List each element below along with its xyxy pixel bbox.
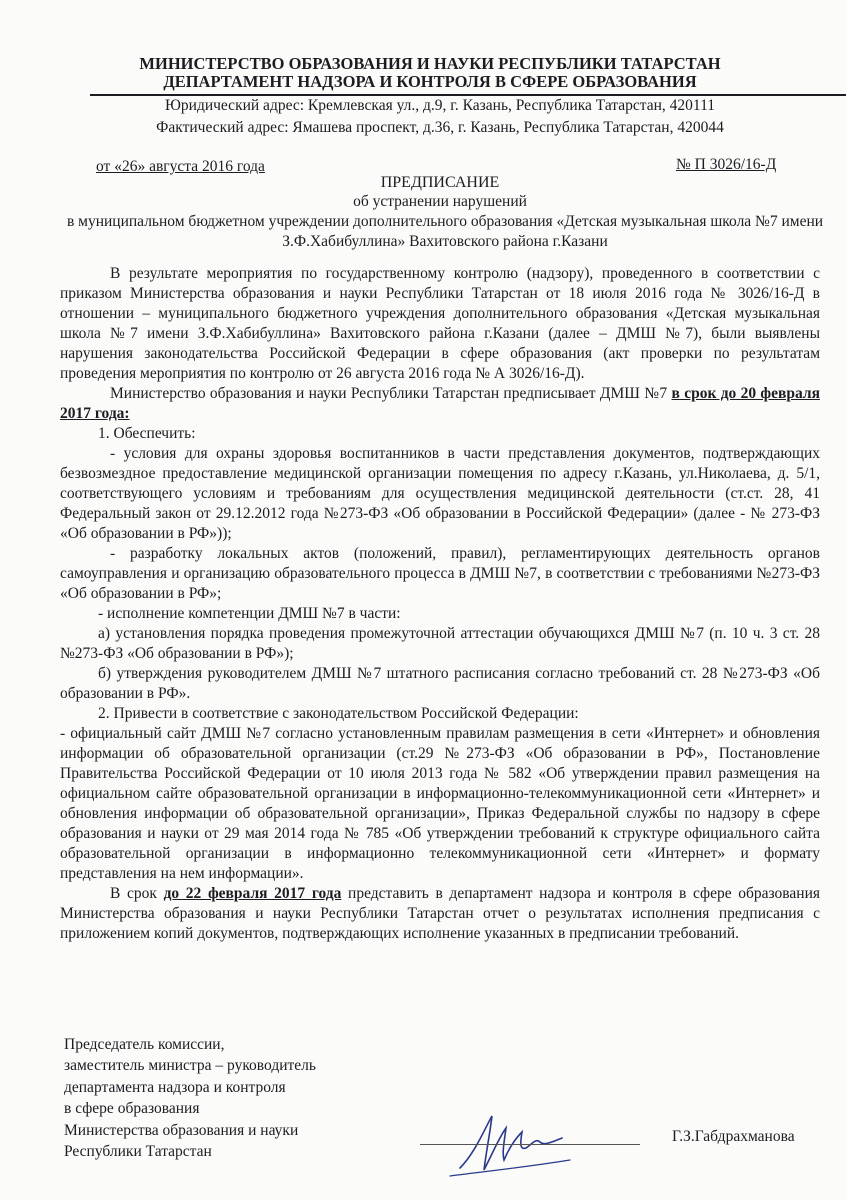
signatory-line: Министерства образования и науки (64, 1121, 299, 1139)
order-deadline: в срок до 20 февраля 2017 года: (60, 385, 820, 422)
paragraph-order (60, 384, 820, 424)
document-number: № П 3026/16-Д (676, 156, 777, 173)
item1-local-acts: - разработку локальных актов (положений, правил), регламентирующих деятельность органов самоуправления и организацию образовательного процесса в ДМШ №7, в соответствии с требованиями №273-ФЗ «Об образовании в РФ»; (60, 545, 820, 602)
signatory-line: заместитель министра – руководитель (64, 1057, 316, 1075)
order-text: Министерство образования и науки Республики Татарстан предписывает ДМШ №7 (110, 385, 672, 402)
item1-competence-a: а) установления порядка проведения промежуточной аттестации обучающихся ДМШ №7 (п. 10 ч. 3 ст. 28 №273-ФЗ «Об образовании в РФ»); (60, 625, 820, 662)
document-subtitle: об устранении нарушений (353, 193, 527, 210)
signature-line (420, 1144, 640, 1145)
paragraph-findings: В результате мероприятия по государственному контролю (надзору), проведенного в соответствии с приказом Министерства образования и науки Республики Татарстан от 18 июля 2016 года № 3026/16-Д в отношении – муниципального бюджетного учреждения дополнительного образования «Детская музыкальная школа №7 имени З.Ф.Хабибуллина» Вахитовского района г.Казани (далее – ДМШ №7), были выявлены нарушения законодательства Российской Федерации в сфере образования (акт проверки по результатам проведения мероприятия по контролю от 26 августа 2016 года № А 3026/16-Д). (60, 265, 820, 382)
ministry-heading: МИНИСТЕРСТВО ОБРАЗОВАНИЯ И НАУКИ РЕСПУБЛИКИ ТАТАРСТАН (139, 54, 721, 73)
document-subject: в муниципальном бюджетном учреждении дополнительного образования «Детская музыкальная школа №7 имени З.Ф.Хабибуллина» Вахитовского района г.Казани (66, 213, 824, 250)
department-heading: ДЕПАРТАМЕНТ НАДЗОРА И КОНТРОЛЯ В СФЕРЕ ОБРАЗОВАНИЯ (163, 72, 697, 91)
item2-heading: 2. Привести в соответствие с законодательством Российской Федерации: (98, 705, 579, 722)
signatory-line: департамента надзора и контроля (64, 1078, 286, 1096)
signatory-line: в сфере образования (64, 1100, 200, 1118)
signatory-line: Председатель комиссии, (64, 1036, 225, 1053)
item1-competence: - исполнение компетенции ДМШ №7 в части: (98, 605, 401, 622)
signatory-title (64, 1034, 316, 1162)
report-deadline: до 22 февраля 2017 года (163, 885, 342, 902)
signatory-line: Республики Татарстан (64, 1143, 212, 1161)
report-pre: В срок (110, 885, 164, 902)
item2-website: - официальный сайт ДМШ №7 согласно установленным правилам размещения в сети «Интернет» и обновления информации об образовательной организации (ст.29 №273-ФЗ «Об образовании в РФ», Постановление Правительства Российской Федерации от 10 июля 2013 года № 582 «Об утверждении правил размещения на официальном сайте образовательной организации в информационно-телекоммуникационной сети «Интернет» и обновления информации об образовательной организации», Приказ Федеральной службы по надзору в сфере образования и науки от 29 мая 2014 года № 785 «Об утверждении требований к структуре официального сайта образовательной организации в информационно телекоммуникационной сети «Интернет» и формату представления на нем информации». (60, 725, 820, 882)
document-date: от «26» августа 2016 года (96, 158, 265, 175)
document-body (60, 264, 820, 944)
signatory-name: Г.З.Габдрахманова (672, 1128, 795, 1145)
document-title: ПРЕДПИСАНИЕ (380, 174, 500, 191)
legal-address: Юридический адрес: Кремлевская ул., д.9, г. Казань, Республика Татарстан, 420111 (164, 97, 716, 114)
item1-health: - условия для охраны здоровья воспитанников в части представления документов, подтверждающих безвозмездное предоставление медицинской организации помещения по адресу г.Казань, ул.Николаева, д. 5/1, соответствующего условиям и требованиям для осуществления медицинской деятельности (ст.ст. 28, 41 Федеральный закон от 29.12.2012 года №273-ФЗ «Об образовании в Российской Федерации» (далее - № 273-ФЗ «Об образовании в РФ»)); (60, 445, 820, 542)
item1-competence-b: б) утверждения руководителем ДМШ №7 штатного расписания согласно требований ст. 28 №273-ФЗ «Об образовании в РФ». (60, 665, 820, 702)
handwritten-signature (440, 1098, 580, 1188)
report-post: представить в департамент надзора и контроля в сфере образования Министерства образования и науки Республики Татарстан отчет о результатах исполнения предписания с приложением копий документов, подтверждающих исполнение указанных в предписании требований. (60, 885, 821, 942)
paragraph-report (60, 884, 820, 944)
item1-heading: 1. Обеспечить: (98, 425, 196, 442)
actual-address: Фактический адрес: Ямашева проспект, д.36, г. Казань, Республика Татарстан, 420044 (156, 119, 724, 136)
